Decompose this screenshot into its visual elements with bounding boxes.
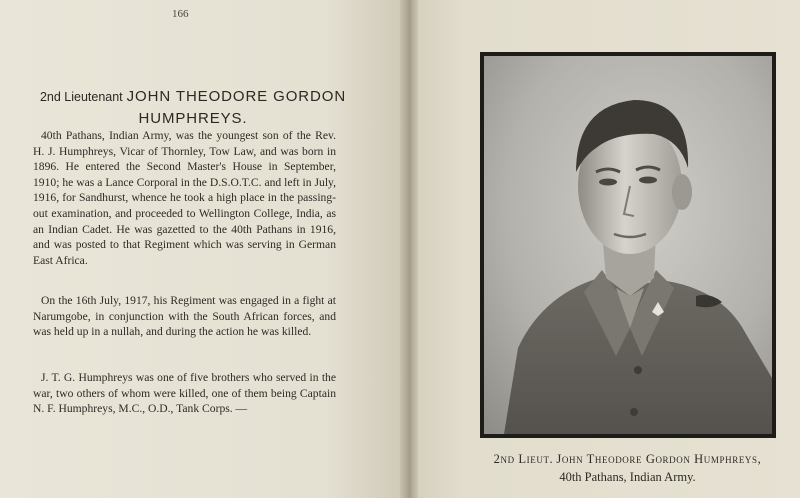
caption-unit: 40th Pathans, Indian Army.: [559, 470, 696, 484]
caption-line-1: [455, 450, 800, 468]
biography-heading: [28, 86, 358, 129]
paragraph-text: 40th Pathans, Indian Army, was the youngest son of the Rev. H. J. Humphreys, Vicar of Thornley, Tow Law, and was born in 1896. He entered the Second Master's House in September, 1910; he was a Lance Corporal in the D.S.O.T.C. and left in July, 1916, for Sandhurst, whence he took a high place in the passing-out examination, and proceeded to Wellington College, India, as an Indian Cadet. He was gazetted to the 40th Pathans in 1916, and was posted to that Regiment which was serving in German East Africa.: [33, 129, 336, 267]
heading-rank: 2nd Lieutenant: [39, 90, 123, 104]
biography-paragraph-3: [33, 370, 336, 417]
caption-name: John Theodore Gordon Humphreys,: [556, 452, 762, 466]
photo-caption: [455, 450, 800, 486]
paragraph-text: On the 16th July, 1917, his Regiment was engaged in a fight at Narumgobe, in conjunction with the South African forces, and was held up in a nullah, and during the action he was killed.: [33, 294, 336, 339]
portrait-photo: [484, 56, 772, 434]
heading-name: JOHN THEODORE GORDON HUMPHREYS.: [126, 88, 347, 127]
paragraph-text: J. T. G. Humphreys was one of five brothers who served in the war, two others of whom were killed, one of them being Captain N. F. Humphreys, M.C., O.D., Tank Corps. —: [33, 371, 336, 416]
biography-paragraph-2: [33, 293, 336, 340]
page-number: 166: [172, 8, 189, 20]
caption-rank: 2nd Lieut.: [493, 452, 554, 466]
portrait-illustration: [484, 56, 772, 434]
biography-paragraph-1: [33, 128, 336, 268]
